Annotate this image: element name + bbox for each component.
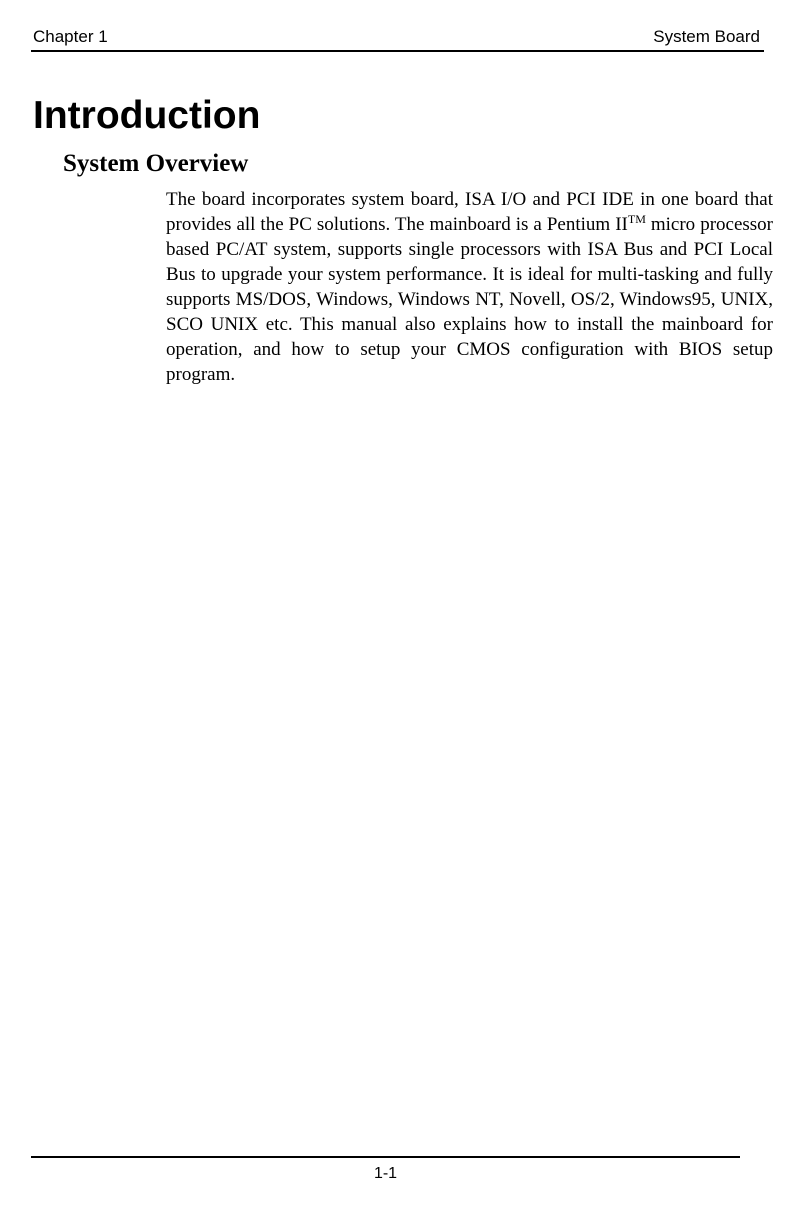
header-chapter-label: Chapter 1 xyxy=(33,27,108,46)
overview-paragraph xyxy=(166,187,773,387)
trademark-superscript: TM xyxy=(627,212,646,226)
page-header xyxy=(31,24,764,52)
header-manual-title: System Board xyxy=(653,27,760,46)
page-footer xyxy=(31,1156,740,1186)
chapter-title: Introduction xyxy=(33,94,261,137)
paragraph-text-end: micro processor based PC/AT system, supports single processors with ISA Bus and PCI Local Bus to upgrade your system performance. It is ideal for multi-tasking and fully supports MS/DOS, Windows, Windows NT, Novell, OS/2, Windows95, UNIX, SCO UNIX etc. This manual also explains how to install the mainboard for operation, and how to setup your CMOS configuration with BIOS setup program. xyxy=(166,214,773,385)
section-title: System Overview xyxy=(63,150,249,177)
page-number: 1-1 xyxy=(373,1165,398,1182)
paragraph-text-start: The board incorporates system board, ISA I/O and PCI IDE in one board that provides all the PC solutions. The mainboard is a Pentium II xyxy=(166,189,773,235)
